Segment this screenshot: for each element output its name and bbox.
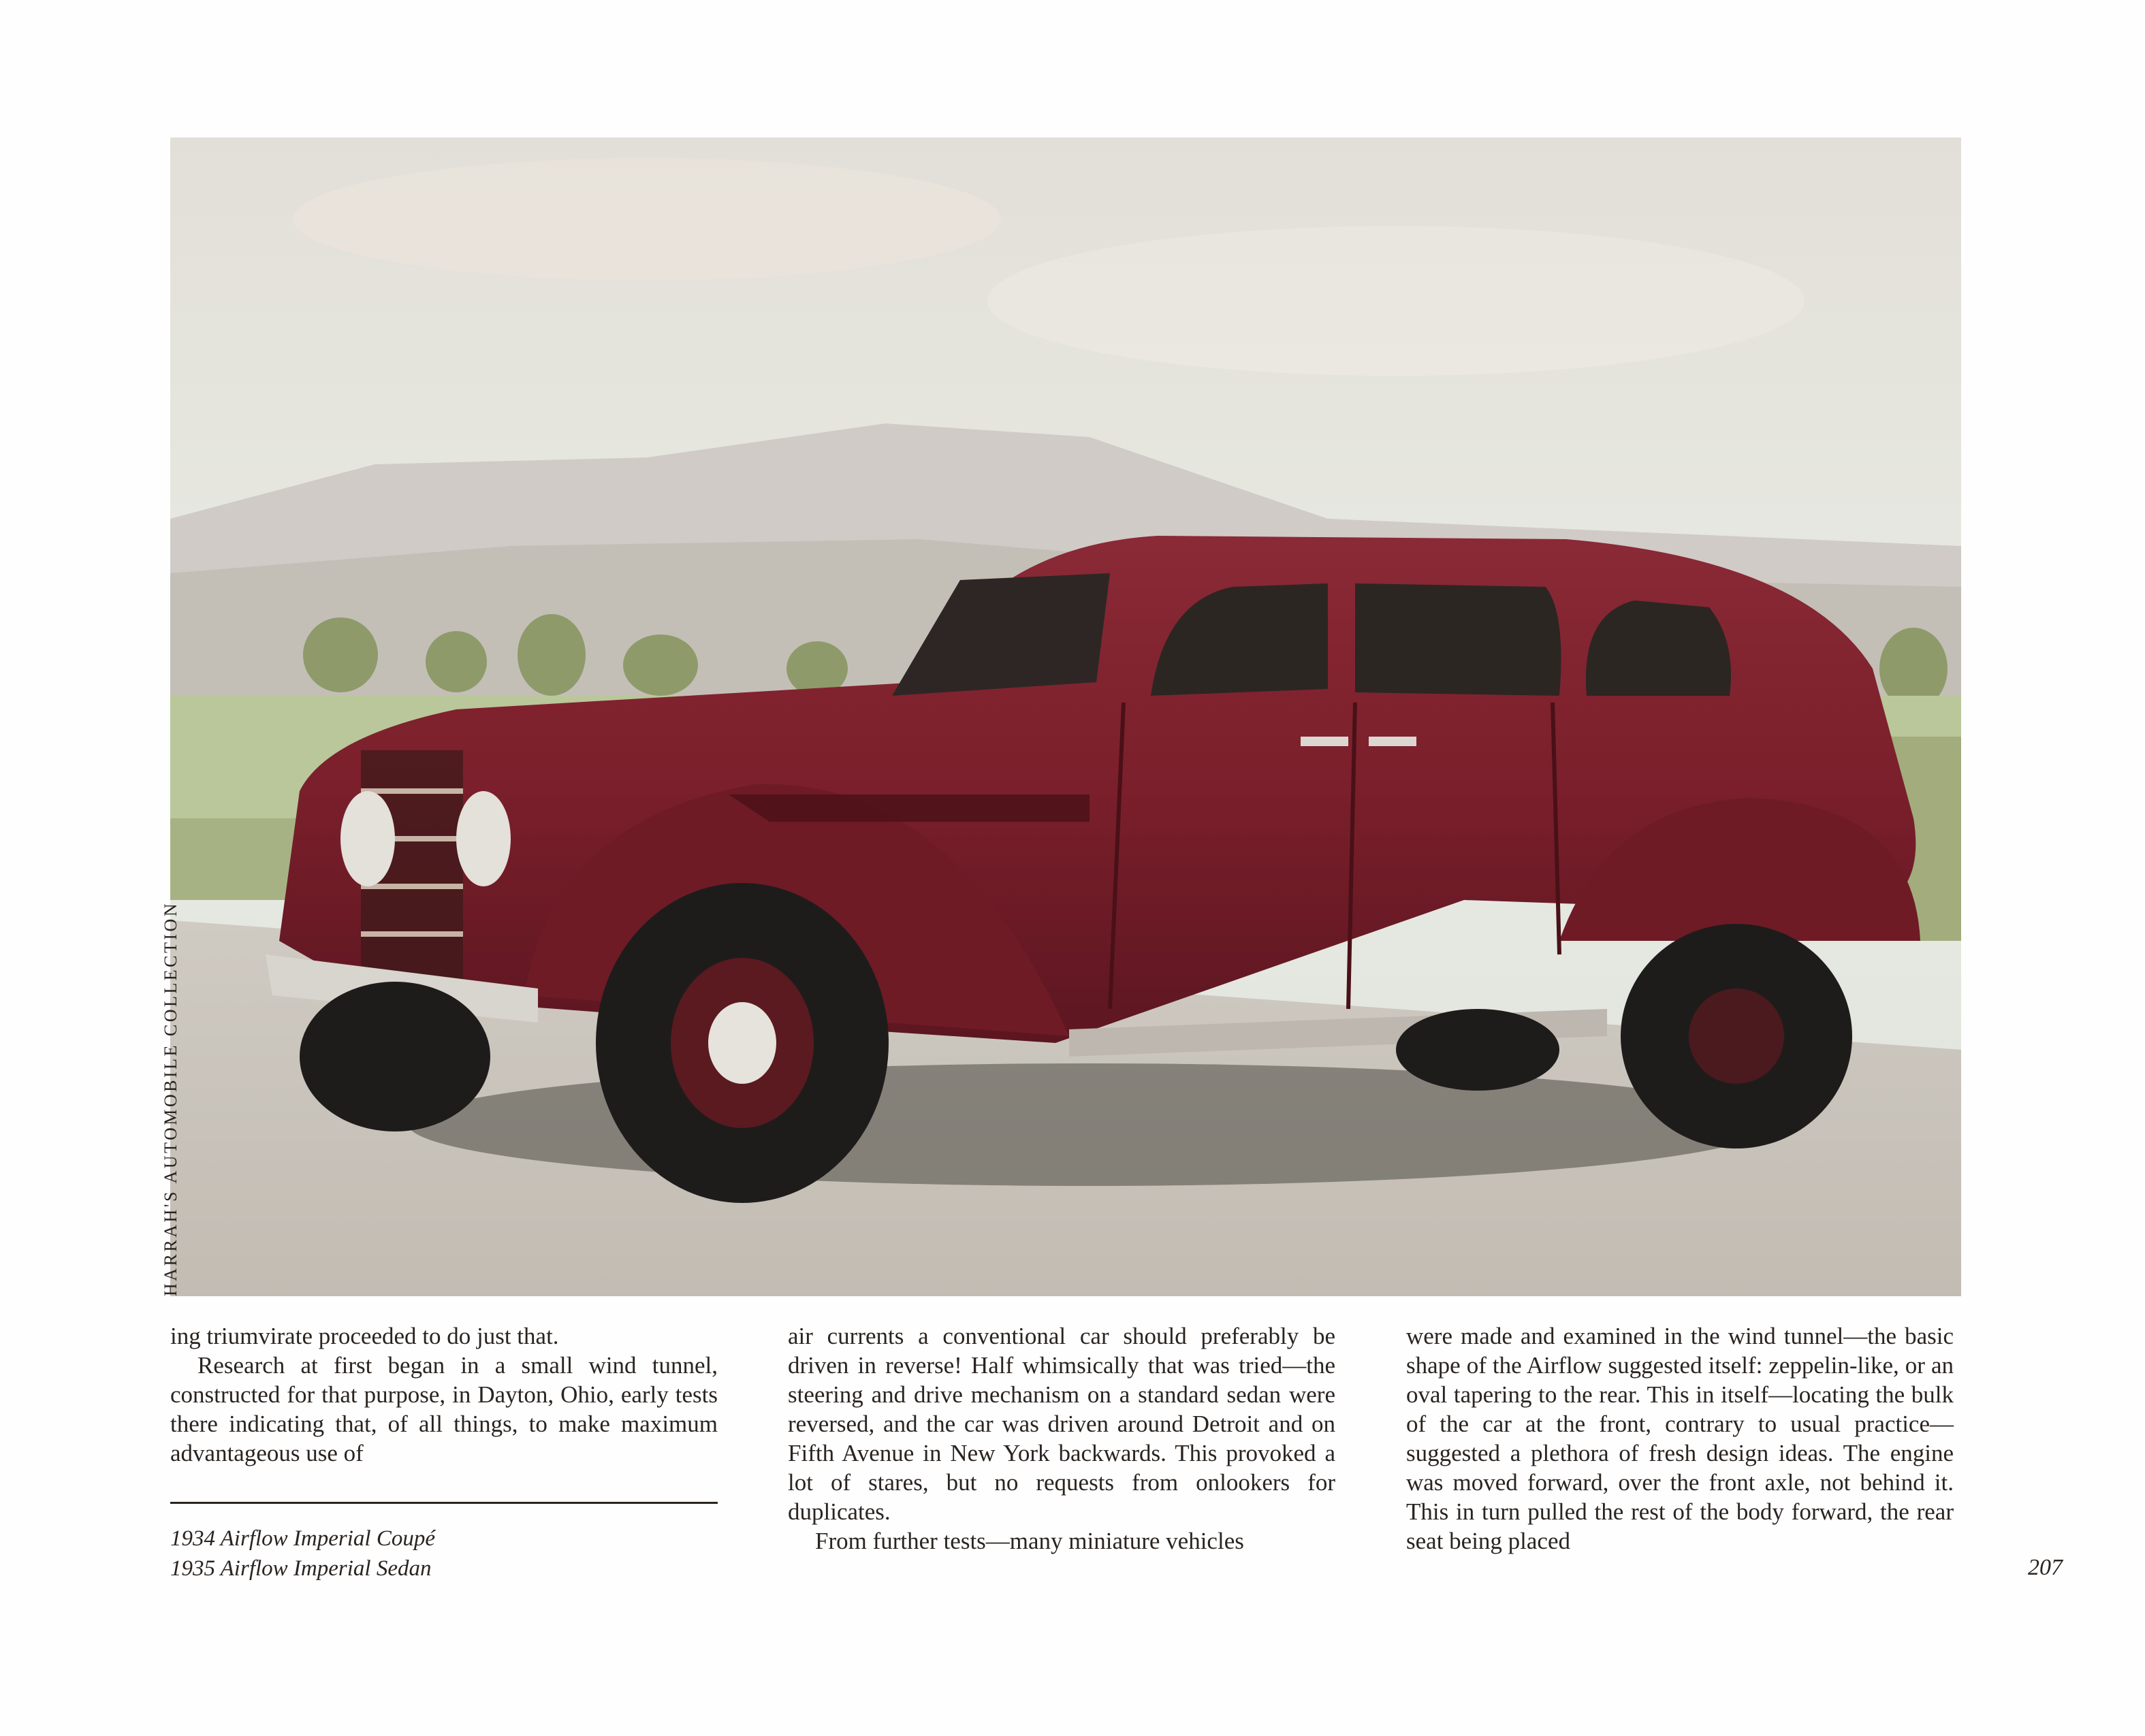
photo-credit: HARRAH'S AUTOMOBILE COLLECTION — [161, 901, 180, 1296]
text-column-2 — [788, 1321, 1335, 1556]
text-column-3 — [1406, 1321, 1954, 1556]
paragraph: were made and examined in the wind tunnel—the basic shape of the Airflow suggested itself: zeppelin-like, or an oval tapering to the rear. This in itself—locating the bulk of the car at the front, contrary to usual practice—suggested a plethora of fresh design ideas. The engine was moved forward, over the front axle, not behind it. This in turn pulled the rest of the body forward, the rear seat being placed — [1406, 1323, 1954, 1554]
text-column-1 — [170, 1321, 718, 1468]
page-number: 207 — [2028, 1555, 2063, 1580]
car-illustration — [170, 138, 1961, 1296]
caption-divider — [170, 1502, 718, 1504]
caption-line: 1935 Airflow Imperial Sedan — [170, 1556, 432, 1581]
photo-captions — [170, 1524, 718, 1584]
paragraph: air currents a conventional car should preferably be driven in reverse! Half whimsically that was tried—the steering and drive mechanism on a standard sedan were reversed, and the car was driven around Detroit and on Fifth Avenue in New York backwards. This provoked a lot of stares, but no requests from onlookers for duplicates. — [788, 1323, 1335, 1525]
caption-line: 1934 Airflow Imperial Coupé — [170, 1526, 435, 1551]
paragraph: Research at first began in a small wind tunnel, constructed for that purpose, in Dayton, Ohio, early tests there indicating that, of all things, to make maximum advantageous use of — [170, 1352, 718, 1466]
car-photograph — [170, 138, 1961, 1296]
paragraph: ing triumvirate proceeded to do just that. — [170, 1323, 559, 1349]
paragraph: From further tests—many miniature vehicles — [815, 1528, 1244, 1554]
